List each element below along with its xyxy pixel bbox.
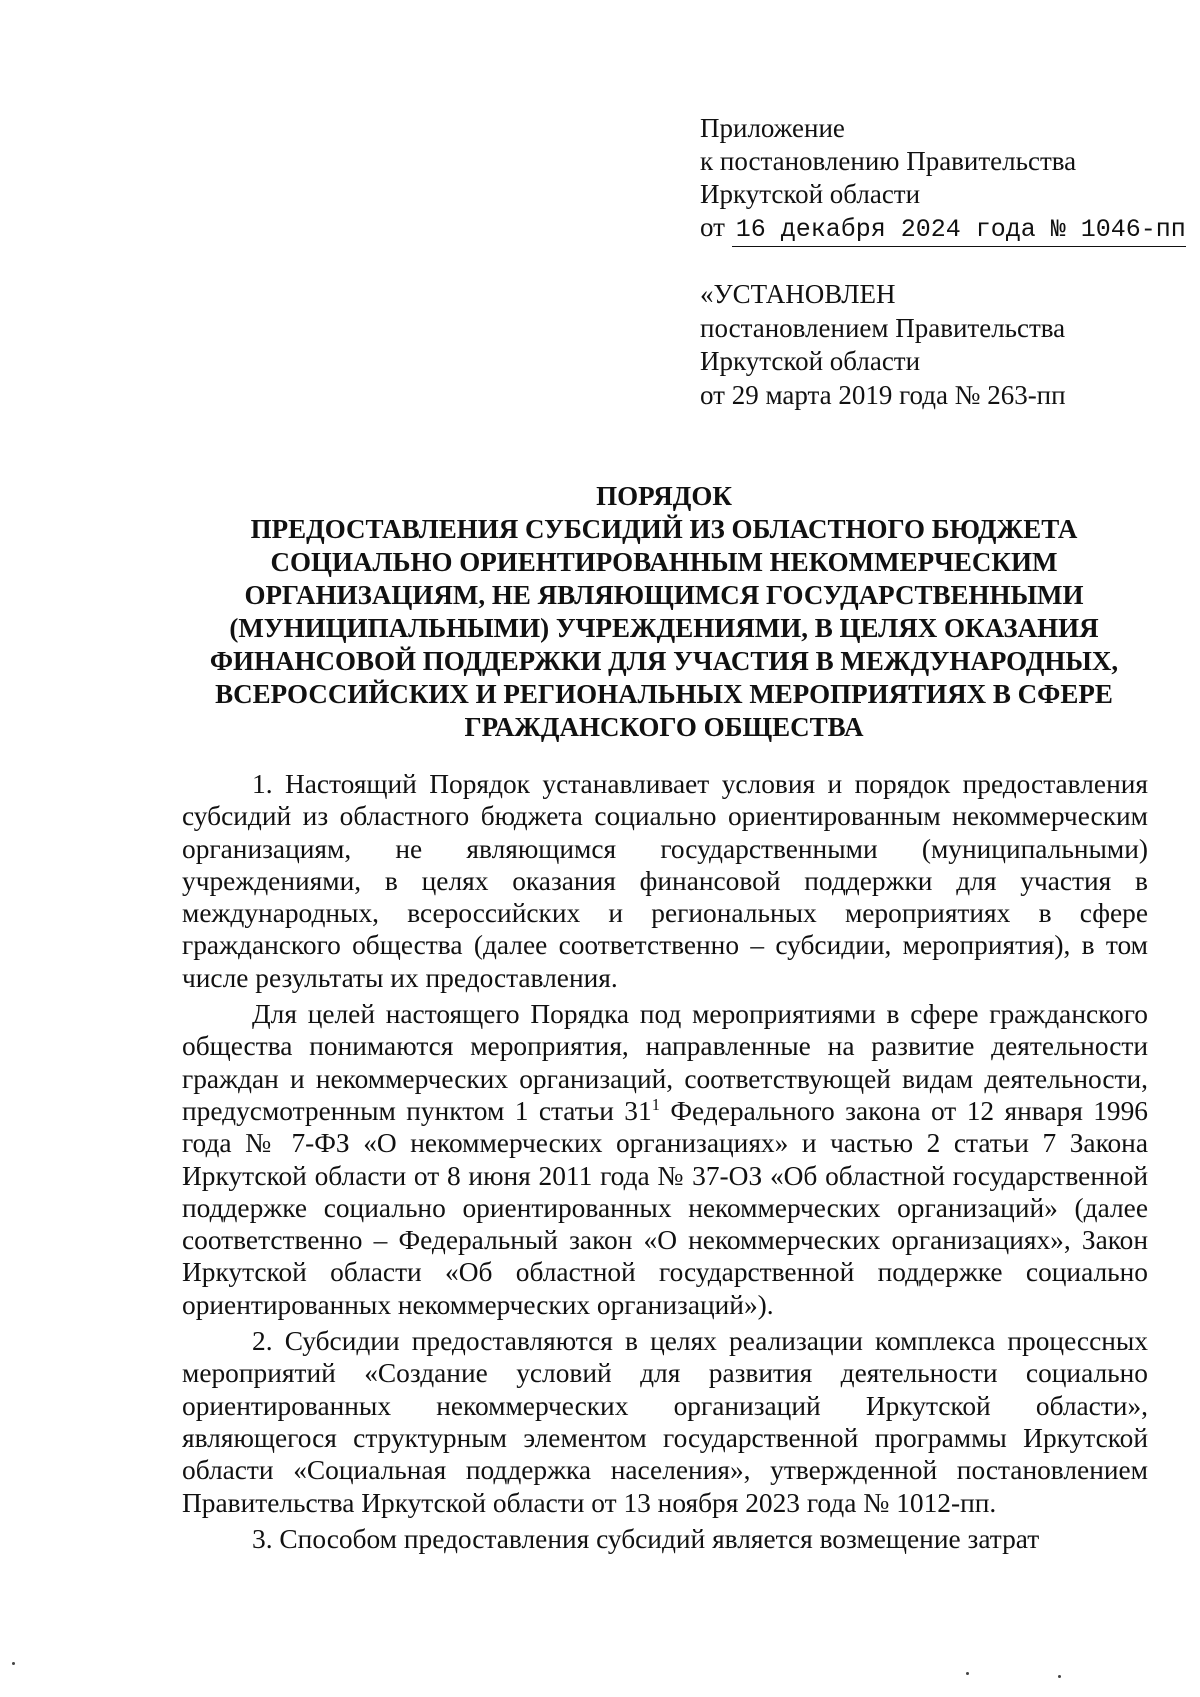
- title-line: ПОРЯДОК: [596, 481, 732, 511]
- established-region-line: Иркутской области: [700, 346, 921, 376]
- appendix-resolution-line: к постановлению Правительства: [700, 146, 1077, 176]
- title-line: СОЦИАЛЬНО ОРИЕНТИРОВАННЫМ НЕКОММЕРЧЕСКИМ: [270, 547, 1058, 577]
- title-line: (МУНИЦИПАЛЬНЫМИ) УЧРЕЖДЕНИЯМИ, В ЦЕЛЯХ ОКАЗАНИЯ: [229, 613, 1099, 643]
- established-label: «УСТАНОВЛЕН: [700, 279, 896, 309]
- scan-speck: [1058, 1675, 1061, 1678]
- title-line: ПРЕДОСТАВЛЕНИЯ СУБСИДИЙ ИЗ ОБЛАСТНОГО БЮДЖЕТА: [250, 514, 1078, 544]
- appendix-date-prefix: от: [700, 212, 725, 242]
- document-body: [182, 768, 1148, 1559]
- paragraph-1: 1. Настоящий Порядок устанавливает условия и порядок предоставления субсидий из областного бюджета социально ориентированным некоммерческим организациям, не являющимся государственными (муниципальными) учреждениями, в целях оказания финансовой поддержки для участия в международных, всероссийских и региональных мероприятиях в сфере гражданского общества (далее соответственно – субсидии, мероприятия), в том числе результаты их предоставления.: [182, 769, 1148, 993]
- paragraph-4: 3. Способом предоставления субсидий является возмещение затрат: [252, 1523, 1040, 1554]
- established-date-line: от 29 марта 2019 года № 263-пп: [700, 379, 1066, 410]
- title-line: ВСЕРОССИЙСКИХ И РЕГИОНАЛЬНЫХ МЕРОПРИЯТИЯХ В СФЕРЕ: [215, 679, 1113, 709]
- paragraph-2-text-a: Для целей настоящего Порядка под мероприятиями в сфере гражданского общества понимаются мероприятия, направленные на развитие деятельности граждан и некоммерческих организаций, соответствующей видам деятельности, предусмотренным пунктом 1 статьи 31: [182, 999, 1148, 1126]
- established-resolution-line: постановлением Правительства: [700, 312, 1066, 343]
- scan-speck: [966, 1672, 969, 1675]
- appendix-region-line: Иркутской области: [700, 179, 921, 209]
- superscript: 1: [651, 1094, 660, 1114]
- paragraph-2-text-b: Федерального закона от 12 января 1996 года № 7-ФЗ «О некоммерческих организациях» и частью 2 статьи 7 Закона Иркутской области от 8 июня 2011 года № 37-ОЗ «Об областной государственной поддержке социально ориентированных некоммерческих организаций» (далее соответственно – Федеральный закон «О некоммерческих организациях», Закон Иркутской области «Об областной государственной поддержке социально ориентированных некоммерческих организаций»).: [182, 1095, 1148, 1320]
- appendix-date-line: [700, 211, 1186, 247]
- title-line: ГРАЖДАНСКОГО ОБЩЕСТВА: [464, 712, 864, 742]
- paragraph-3: 2. Субсидии предоставляются в целях реализации комплекса процессных мероприятий «Создание условий для развития деятельности социально ориентированных некоммерческих организаций Иркутской области», являющегося структурным элементом государственной программы Иркутской области «Социальная поддержка населения», утвержденной постановлением Правительства Иркутской области от 13 ноября 2023 года № 1012-пп.: [182, 1326, 1148, 1518]
- document-title: [180, 480, 1148, 744]
- scan-speck: [12, 1662, 15, 1665]
- title-line: ОРГАНИЗАЦИЯМ, НЕ ЯВЛЯЮЩИМСЯ ГОСУДАРСТВЕННЫМИ: [244, 580, 1084, 610]
- appendix-date-filled: 16 декабря 2024 года № 1046-пп: [732, 213, 1186, 247]
- appendix-block: [700, 112, 1186, 247]
- paragraph-2: [182, 998, 1148, 1321]
- title-line: ФИНАНСОВОЙ ПОДДЕРЖКИ ДЛЯ УЧАСТИЯ В МЕЖДУНАРОДНЫХ,: [209, 646, 1119, 676]
- appendix-label: Приложение: [700, 113, 845, 143]
- established-block: [700, 278, 1066, 412]
